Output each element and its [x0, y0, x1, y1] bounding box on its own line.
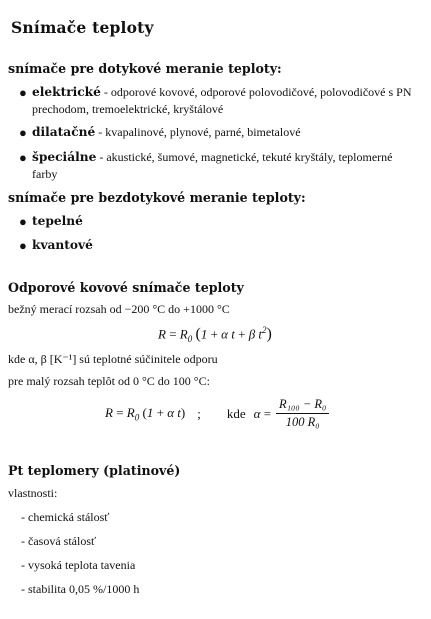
small-range-text: pre malý rozsah teplôt od 0 °C do 100 °C:: [8, 374, 210, 388]
list-item: ● špeciálne - akustické, šumové, magnetické, tekuté kryštály, teplomerné farby: [19, 150, 393, 181]
item-text-cont: farby: [32, 167, 58, 181]
noncontact-heading: snímače pre bezdotykové meranie teploty:: [8, 190, 306, 205]
bullet-icon: ●: [19, 85, 27, 100]
term: špeciálne: [32, 150, 97, 164]
list-item: ● elektrické - odporové kovové, odporové polovodičové, polovodičové s PN prechodom, tremoelektrické, kryštálové: [19, 85, 412, 116]
section-heading: Pt teplomery (platinové): [8, 463, 181, 478]
list-item: [19, 213, 83, 230]
contact-heading: snímače pre dotykové meranie teploty:: [8, 61, 282, 76]
property-item: - vysoká teplota tavenia: [21, 558, 136, 572]
property-item: - chemická stálosť: [21, 510, 110, 524]
term: tepelné: [32, 214, 83, 228]
bullet-icon: ●: [19, 214, 27, 229]
property-item: - časová stálosť: [21, 534, 97, 548]
term: dilatačné: [32, 125, 96, 139]
bullet-icon: ●: [19, 125, 27, 140]
range-text: bežný merací rozsah od −200 °C do +1000 °C: [8, 302, 230, 316]
term: elektrické: [32, 85, 101, 99]
item-text: odporové kovové, odporové polovodičové, polovodičové s PN: [110, 85, 412, 99]
list-item: [19, 237, 93, 254]
section-heading: Odporové kovové snímače teploty: [8, 280, 244, 295]
properties-label: vlastnosti:: [8, 486, 58, 500]
bullet-icon: ●: [19, 238, 27, 253]
item-text-cont: prechodom, tremoelektrické, kryštálové: [32, 102, 224, 116]
page-title: Snímače teploty: [11, 18, 154, 37]
equation-2: $R = R_0$ (1 + α t) ; kde α = $\frac{\text{R₁₀₀ − R₀}}{\text{100 R₀}}$: [105, 397, 329, 430]
item-text: kvapalinové, plynové, parné, bimetalové: [105, 125, 301, 139]
bullet-icon: ●: [19, 150, 27, 165]
property-item: - stabilita 0,05 %/1000 h: [21, 582, 140, 596]
equation-1: $R = R_0$ (1 + α t + β $t^2$): [158, 325, 272, 344]
list-item: ● dilatačné - kvapalinové, plynové, parné, bimetalové: [19, 125, 301, 140]
coef-text: kde α, β [K⁻¹] sú teplotné súčinitele odporu: [8, 352, 218, 366]
item-text: akustické, šumové, magnetické, tekuté kryštály, teplomerné: [106, 150, 393, 164]
fraction-denominator: 100 R₀: [285, 415, 320, 429]
term: kvantové: [32, 238, 93, 252]
fraction-numerator: R₁₀₀ − R₀: [276, 397, 329, 414]
